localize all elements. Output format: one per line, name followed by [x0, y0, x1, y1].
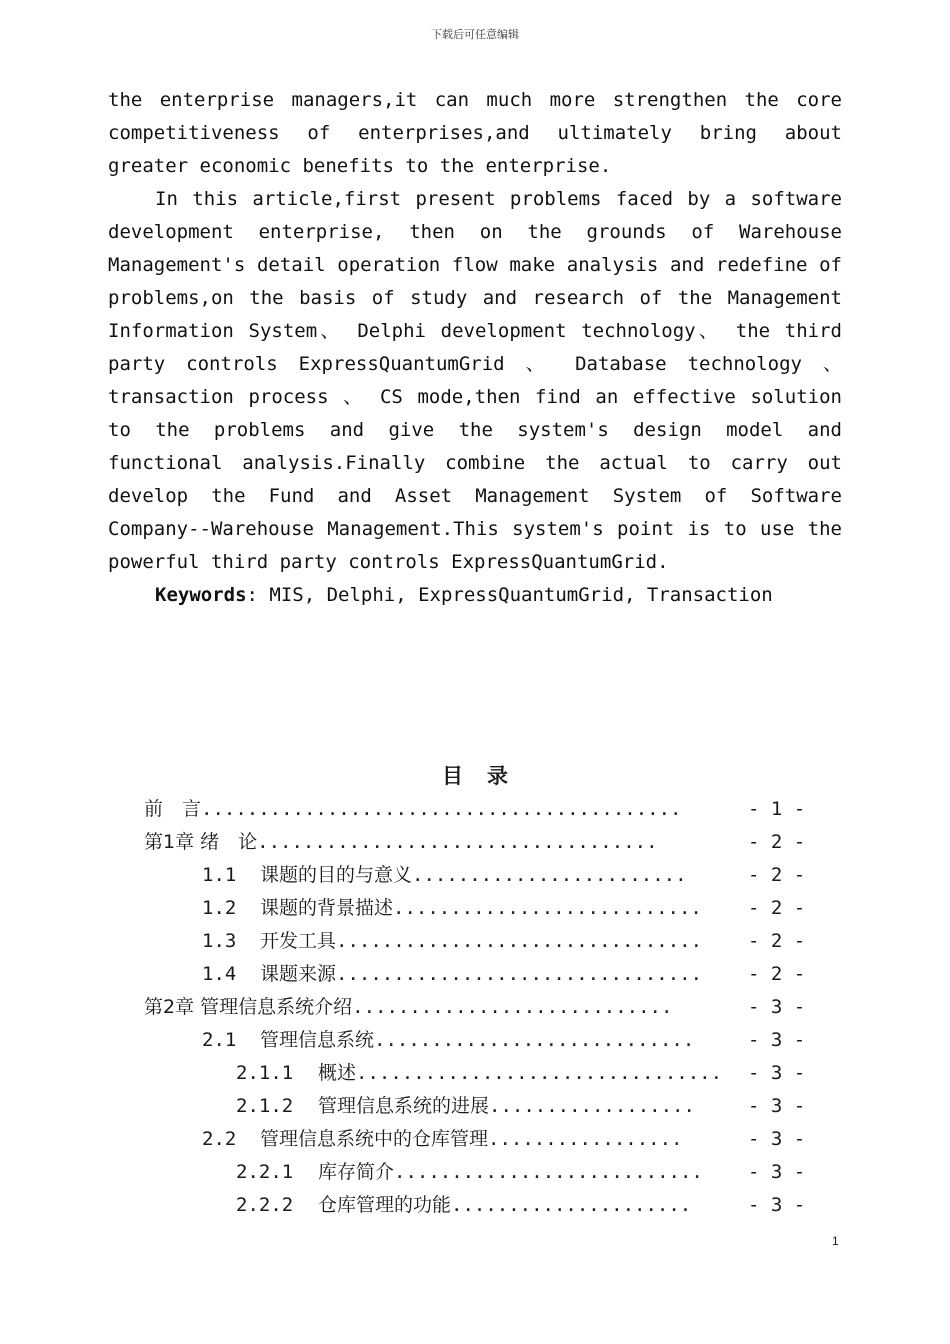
toc-entry-page: - 1 - — [748, 798, 806, 820]
toc-entry-page: - 3 - — [748, 1062, 806, 1084]
toc-entry-label: 第1章 绪 论 — [144, 831, 258, 853]
toc-entry-label: 概述 — [318, 1062, 357, 1084]
toc-entry-page: - 3 - — [748, 1029, 806, 1051]
toc-entry[interactable] — [236, 1058, 722, 1088]
keywords-value: : MIS, Delphi, ExpressQuantumGrid, Transaction — [246, 584, 773, 606]
toc-entry-label: 管理信息系统 — [260, 1029, 375, 1051]
toc-entry-number: 1.2 — [202, 897, 237, 919]
toc-leader: ........................... — [393, 897, 702, 919]
toc-entry-page: - 2 - — [748, 963, 806, 985]
toc-entry[interactable] — [144, 992, 672, 1022]
toc-leader: ............................ — [352, 996, 673, 1018]
toc-entry-page: - 3 - — [748, 1095, 806, 1117]
toc-entry-page: - 3 - — [748, 1161, 806, 1183]
toc-entry[interactable] — [202, 893, 702, 923]
toc-entry[interactable] — [144, 794, 681, 824]
toc-entry[interactable] — [202, 860, 687, 890]
keywords-line — [108, 579, 842, 612]
toc-entry-label: 管理信息系统中的仓库管理 — [260, 1128, 489, 1150]
toc-entry-label: 开发工具 — [260, 930, 337, 952]
abstract-body — [108, 84, 842, 612]
toc-leader: ................................... — [257, 831, 658, 853]
toc-entry-label: 第2章 管理信息系统介绍 — [144, 996, 353, 1018]
toc-entry-page: - 2 - — [748, 864, 806, 886]
toc-leader: ............................ — [374, 1029, 695, 1051]
toc-entry-number: 2.1.1 — [236, 1062, 294, 1084]
toc-leader: ................................ — [356, 1062, 723, 1084]
toc-entry-page: - 2 - — [748, 930, 806, 952]
toc-entry[interactable] — [202, 1025, 694, 1055]
toc-entry-label: 库存简介 — [318, 1161, 395, 1183]
toc-entry-label: 课题的背景描述 — [260, 897, 394, 919]
toc-entry-label: 前 言 — [144, 798, 202, 820]
abstract-paragraph-1: the enterprise managers,it can much more strengthen the core competitiveness of enterprises,and ultimately bring about greater economic benefits to the enterprise. — [108, 89, 842, 177]
header-note: 下载后可任意编辑 — [431, 28, 519, 41]
toc-entry[interactable] — [202, 1124, 682, 1154]
toc-entry-label: 仓库管理的功能 — [318, 1194, 452, 1216]
toc-entry-page: - 3 - — [748, 1194, 806, 1216]
toc-entry[interactable] — [144, 827, 658, 857]
toc-leader: ................. — [488, 1128, 683, 1150]
toc-entry-label: 课题的目的与意义 — [260, 864, 413, 886]
toc-entry-number: 2.1.2 — [236, 1095, 294, 1117]
toc-leader: .......................................... — [201, 798, 682, 820]
toc-entry-number: 1.1 — [202, 864, 237, 886]
toc-entry[interactable] — [236, 1190, 691, 1220]
toc-entry[interactable] — [202, 926, 702, 956]
toc-entry[interactable] — [236, 1091, 695, 1121]
toc-leader: ..................... — [451, 1194, 692, 1216]
abstract-paragraph-2: In this article,first present problems faced by a software development enterprise, then on the grounds of Warehouse Management's detail operation flow make analysis and redefine of problems,on the basis of study and research of the Management Information System、 Delphi development technology、 the third party controls ExpressQuantumGrid 、 Database technology 、 transaction process 、 CS mode,then find an effective solution to the problems and give the system's design model and functional analysis.Finally combine the actual to carry out develop the Fund and Asset Management System of Software Company--Warehouse Management.This system's point is to use the powerful third party controls ExpressQuantumGrid. — [108, 188, 842, 573]
toc-entry-number: 2.2 — [202, 1128, 237, 1150]
toc-leader: ........................ — [412, 864, 687, 886]
toc-entry-number: 2.1 — [202, 1029, 237, 1051]
toc-entry-page: - 2 - — [748, 831, 806, 853]
toc-leader: ................................ — [336, 930, 703, 952]
page-number: 1 — [832, 1234, 839, 1248]
toc-entry-number: 2.2.2 — [236, 1194, 294, 1216]
keywords-label: Keywords — [155, 584, 247, 606]
toc-entry[interactable] — [236, 1157, 703, 1187]
toc-leader: ........................... — [394, 1161, 703, 1183]
toc-entry-page: - 2 - — [748, 897, 806, 919]
toc-entry-page: - 3 - — [748, 996, 806, 1018]
toc-leader: ................................ — [336, 963, 703, 985]
toc-entry-number: 1.4 — [202, 963, 237, 985]
toc-leader: .................. — [489, 1095, 695, 1117]
toc-entry[interactable] — [202, 959, 702, 989]
toc-entry-label: 课题来源 — [260, 963, 337, 985]
toc-entry-number: 2.2.1 — [236, 1161, 294, 1183]
toc-entry-number: 1.3 — [202, 930, 237, 952]
toc-title: 目录 — [442, 764, 532, 788]
toc-entry-page: - 3 - — [748, 1128, 806, 1150]
toc-entry-label: 管理信息系统的进展 — [318, 1095, 490, 1117]
